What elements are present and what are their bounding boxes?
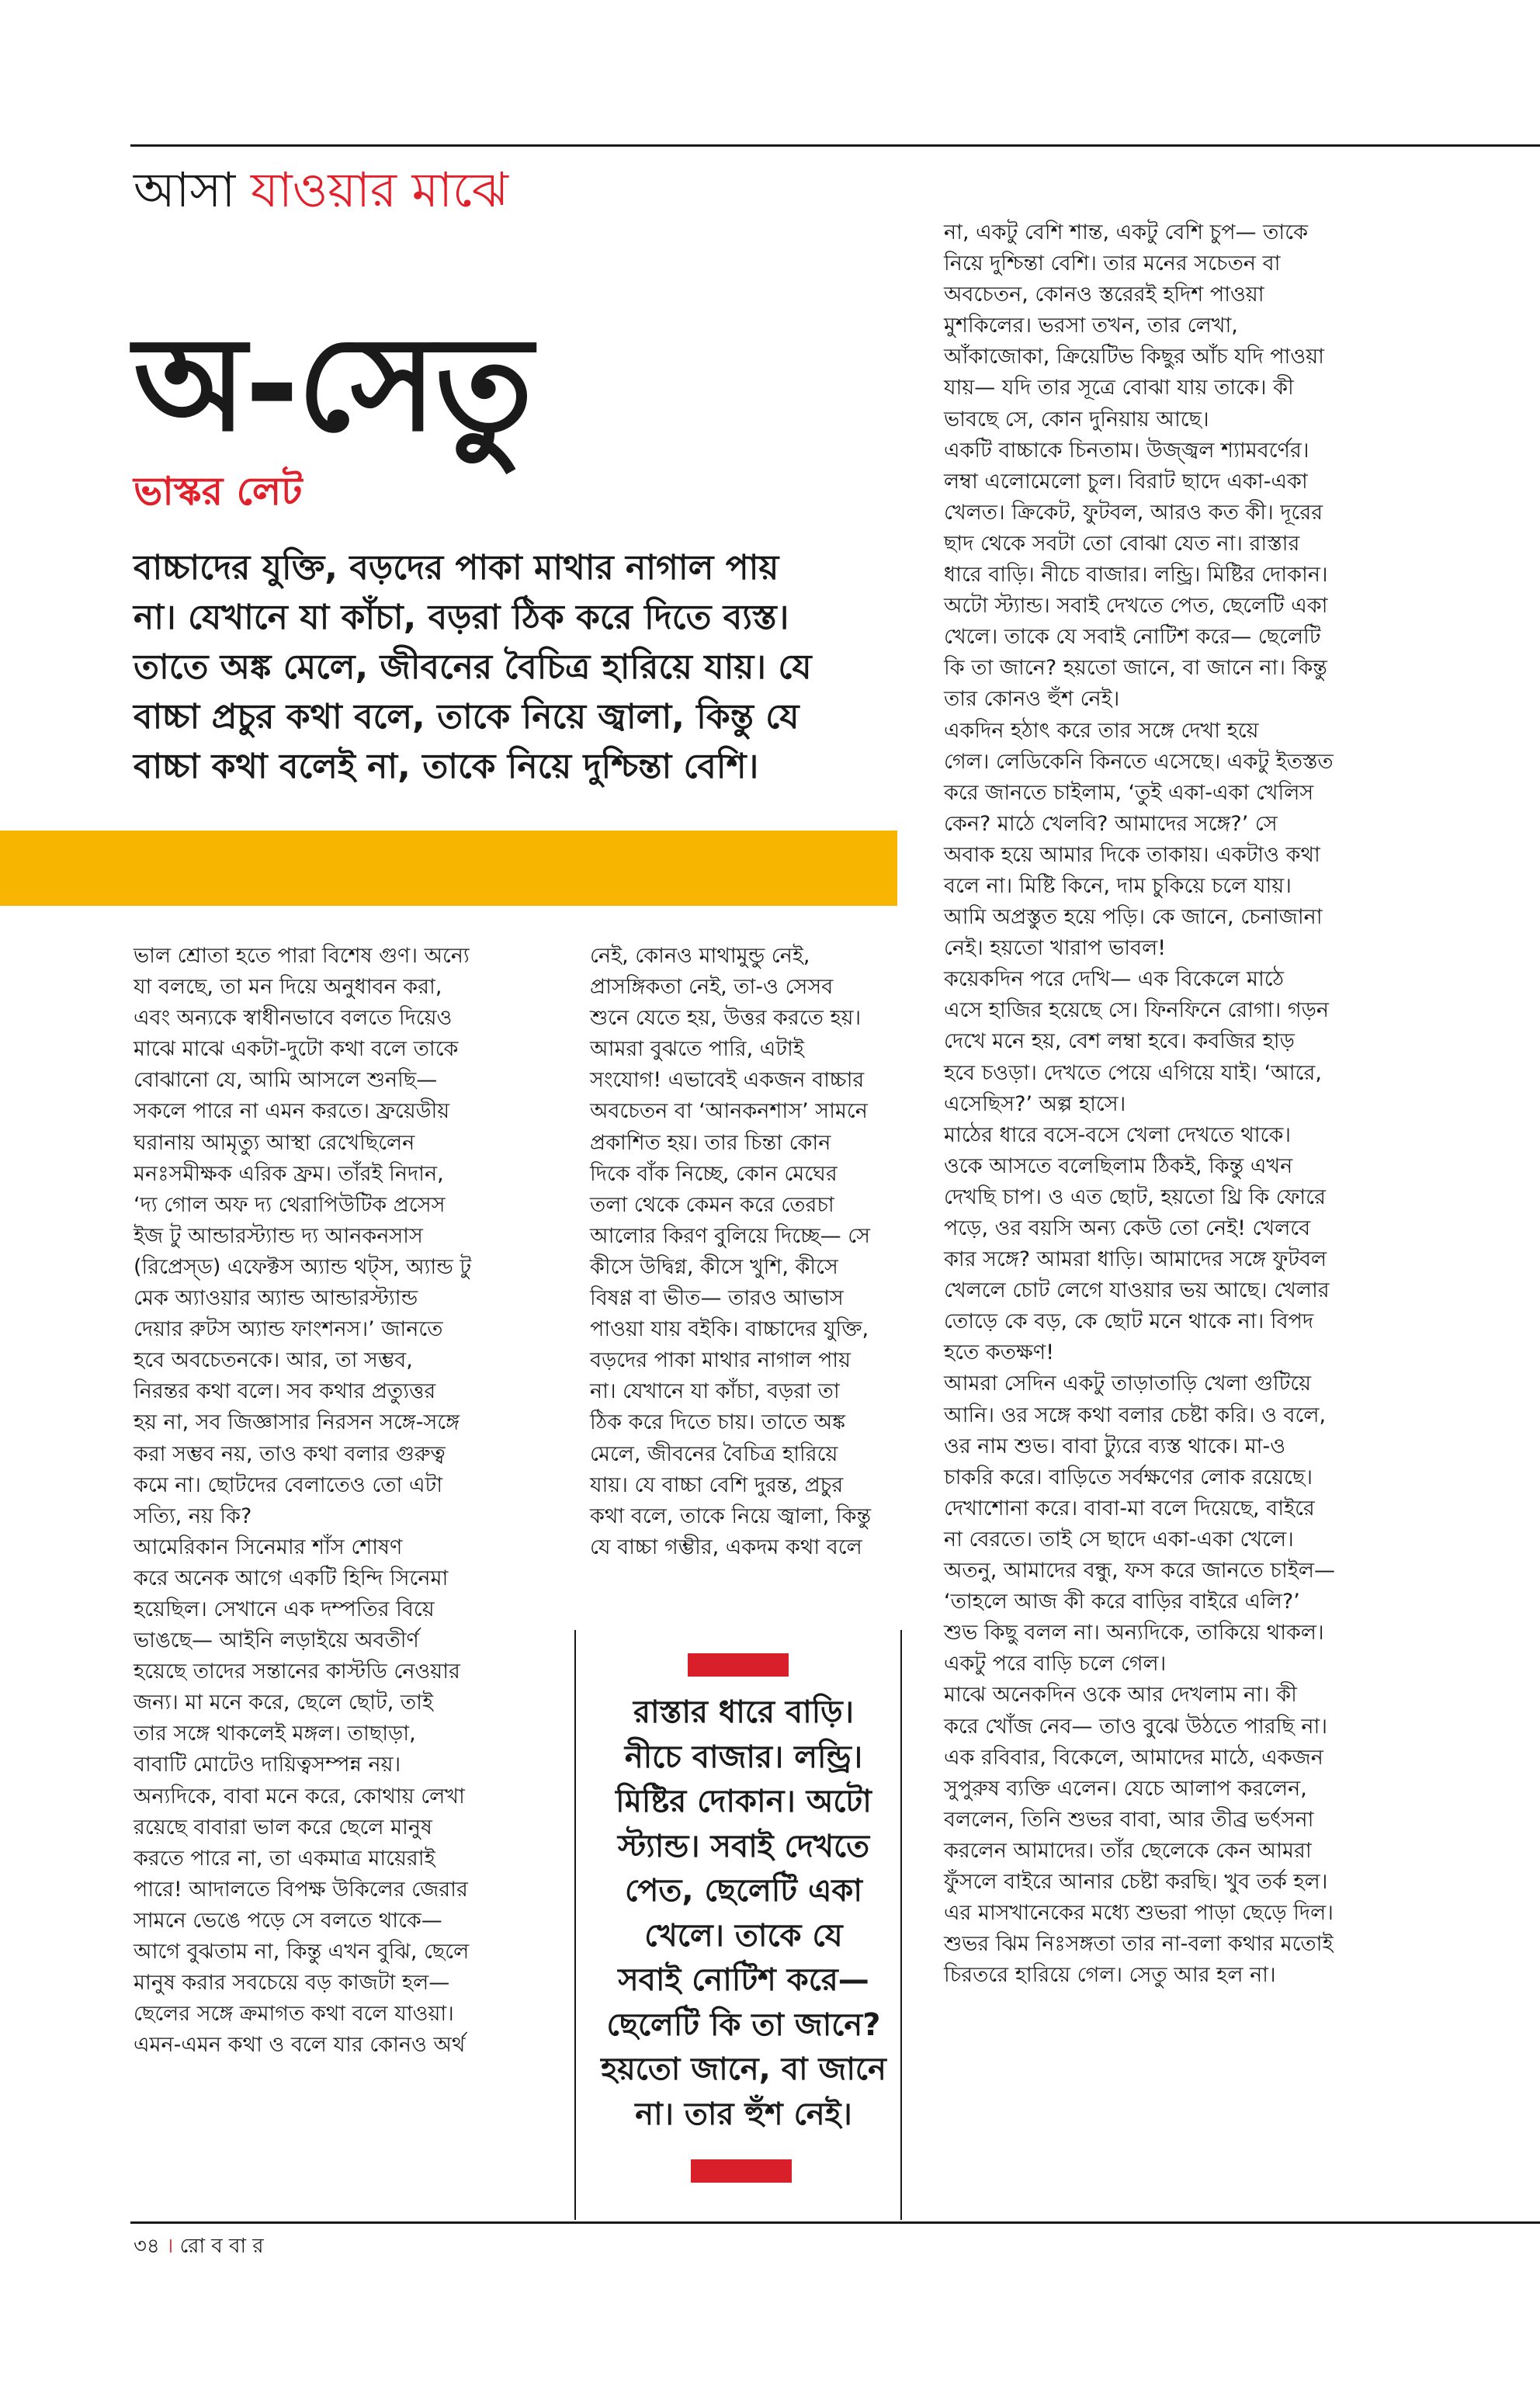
body-text-line: একদিন হঠাৎ করে তার সঙ্গে দেখা হয়ে — [944, 718, 1259, 743]
body-text-line: মাঠের ধারে বসে-বসে খেলা দেখতে থাকে। — [944, 1122, 1292, 1147]
body-text-line: মাঝে অনেকদিন ওকে আর দেখলাম না। কী — [944, 1683, 1297, 1708]
body-text-line: করে অনেক আগে একটি হিন্দি সিনেমা — [134, 1566, 449, 1590]
body-text-line: আমরা বুঝতে পারি, এটাই — [590, 1037, 804, 1062]
body-text-line: খেলত। ক্রিকেট, ফুটবল, আরও কত কী। দূরের — [944, 500, 1323, 525]
body-text-line: ভাল শ্রোতা হতে পারা বিশেষ গুণ। অন্যে — [134, 944, 470, 968]
body-column-2 — [590, 941, 900, 1563]
section-label-part2: যাওয়ার মাঝে — [250, 161, 508, 218]
pullquote-left-rule — [574, 1630, 576, 2220]
intro-line: বাচ্চা কথা বলেই না, তাকে নিয়ে দুশ্চিন্তা বেশি। — [134, 747, 759, 786]
body-text-line: হয়েছিল। সেখানে এক দম্পতির বিয়ে — [134, 1597, 435, 1621]
body-text-line: ছাদ থেকে সবটা তো বোঝা যেত না। রাস্তার — [944, 531, 1300, 556]
body-text-line: হয় না, সব জিজ্ঞাসার নিরসন সঙ্গে-সঙ্গে — [134, 1410, 460, 1435]
body-text-line: আমি অপ্রস্তুত হয়ে পড়ি। কে জানে, চেনাজানা — [944, 905, 1323, 930]
body-text-line: এমন-এমন কথা ও বলে যার কোনও অর্থ — [134, 2033, 466, 2058]
body-text-line: না, একটু বেশি শান্ত, একটু বেশি চুপ— তাকে — [944, 220, 1308, 245]
pullquote-line: ছেলেটি কি তা জানে? — [606, 2006, 881, 2043]
body-text-line: কমে না। ছোটদের বেলাতেও তো এটা — [134, 1472, 443, 1497]
author-byline: ভাস্কর লেট — [134, 469, 303, 514]
body-text-line: ছেলের সঙ্গে ক্রমাগত কথা বলে যাওয়া। — [134, 2002, 454, 2027]
pullquote-line: নীচে বাজার। লন্ড্রি। — [624, 1739, 863, 1775]
intro-standfirst — [134, 543, 910, 792]
body-text-line: হবে চওড়া। দেখতে পেয়ে এগিয়ে যাই। ‘আরে, — [944, 1060, 1322, 1085]
body-text-line: হবে অবচেতনকে। আর, তা সম্ভব, — [134, 1348, 413, 1373]
pullquote-line: মিষ্টির দোকান। অটো — [616, 1784, 872, 1819]
body-text-line: বড়দের পাকা মাথার নাগাল পায় — [590, 1348, 852, 1373]
body-text-line: অটো স্ট্যান্ড। সবাই দেখতে পেত, ছেলেটি একা — [944, 594, 1328, 619]
pullquote-line: খেলে। তাকে যে — [644, 1917, 843, 1954]
body-text-line: দেখাশোনা করে। বাবা-মা বলে দিয়েছে, বাইরে — [944, 1496, 1315, 1521]
body-text-line: তার সঙ্গে থাকলেই মঙ্গল। তাছাড়া, — [134, 1722, 416, 1746]
body-text-line: এসেছিস?’ অল্প হাসে। — [944, 1091, 1126, 1116]
body-text-line: না বেরতে। তাই সে ছাদে একা-একা খেলে। — [944, 1527, 1294, 1552]
body-text-line: পাওয়া যায় বইকি। বাচ্চাদের যুক্তি, — [590, 1317, 869, 1342]
article-headline: অ-সেতু — [134, 308, 532, 460]
body-text-line: লম্বা এলোমেলো চুল। বিরাট ছাদে একা-একা — [944, 469, 1308, 494]
pullquote-line: হয়তো জানে, বা জানে — [601, 2051, 886, 2087]
body-text-line: এক রবিবার, বিকেলে, আমাদের মাঠে, একজন — [944, 1745, 1323, 1770]
body-text-line: হয়েছে তাদের সন্তানের কাস্টডি নেওয়ার — [134, 1659, 460, 1684]
body-text-line: দেখছি চাপ। ও এত ছোট, হয়তো থ্রি কি ফোরে — [944, 1184, 1326, 1209]
intro-line: বাচ্চা প্রচুর কথা বলে, তাকে নিয়ে জ্বালা, কিন্তু যে — [134, 697, 799, 737]
intro-line: না। যেখানে যা কাঁচা, বড়রা ঠিক করে দিতে ব্যস্ত। — [134, 598, 789, 637]
body-text-line: এসে হাজির হয়েছে সে। ফিনফিনে রোগা। গড়ন — [944, 998, 1329, 1023]
body-text-line: জন্য। মা মনে করে, ছেলে ছোট, তাই — [134, 1691, 434, 1715]
body-text-line: প্রকাশিত হয়। তার চিন্তা কোন — [590, 1130, 831, 1155]
body-text-line: একটু পরে বাড়ি চলে গেল। — [944, 1652, 1167, 1677]
body-text-line: সংযোগ! এভাবেই একজন বাচ্চার — [590, 1068, 865, 1093]
body-text-line: মাঝে মাঝে একটা-দুটো কথা বলে তাকে — [134, 1037, 459, 1062]
body-text-line: দিকে বাঁক নিচ্ছে, কোন মেঘের — [590, 1161, 838, 1186]
yellow-accent-band — [0, 831, 897, 906]
body-text-line: সত্যি, নয় কি? — [134, 1503, 252, 1528]
body-text-line: করলেন আমাদের। তাঁর ছেলেকে কেন আমরা — [944, 1838, 1312, 1863]
body-text-line: মেক অ্যাওয়ার অ্যান্ড আন্ডারস্ট্যান্ড — [134, 1286, 418, 1311]
body-text-line: ভাবছে সে, কোন দুনিয়ায় আছে। — [944, 407, 1209, 432]
body-text-line: আনি। ওর সঙ্গে কথা বলার চেষ্টা করি। ও বলে, — [944, 1403, 1327, 1427]
body-text-line: আমরা সেদিন একটু তাড়াতাড়ি খেলা গুটিয়ে — [944, 1372, 1312, 1396]
body-text-line: অবচেতন, কোনও স্তরেরই হদিশ পাওয়া — [944, 283, 1264, 307]
body-text-line: চাকরি করে। বাড়িতে সর্বক্ষণের লোক রয়েছে। — [944, 1465, 1313, 1490]
body-text-line: তোড়ে কে বড়, কে ছোট মনে থাকে না। বিপদ — [944, 1309, 1314, 1334]
body-text-line: মুশকিলের। ভরসা তখন, তার লেখা, — [944, 314, 1238, 338]
pullquote-bottom-bar — [691, 2159, 792, 2183]
body-text-line: রয়েছে বাবারা ভাল করে ছেলে মানুষ — [134, 1815, 432, 1840]
body-text-line: করে খোঁজ নেব— তাও বুঝে উঠতে পারছি না। — [944, 1714, 1327, 1739]
body-text-line: এবং অন্যকে স্বাধীনভাবে বলতে দিয়েও — [134, 1006, 453, 1031]
body-text-line: মেলে, জীবনের বৈচিত্র হারিয়ে — [590, 1441, 838, 1466]
body-text-line: বলে না। মিষ্টি কিনে, দাম চুকিয়ে চলে যায়। — [944, 873, 1292, 898]
pullquote-right-rule — [900, 1630, 902, 2220]
body-text-line: কি তা জানে? হয়তো জানে, বা জানে না। কিন্তু — [944, 656, 1327, 681]
body-text-line: ‘দ্য গোল অফ দ্য থেরাপিউটিক প্রসেস — [134, 1192, 446, 1217]
body-text-line: যায়। যে বাচ্চা বেশি দুরন্ত, প্রচুর — [590, 1472, 844, 1497]
body-text-line: আঁকাজোকা, ক্রিয়েটিভ কিছুর আঁচ যদি পাওয়া — [944, 345, 1324, 369]
body-text-line: সামনে ভেঙে পড়ে সে বলতে থাকে— — [134, 1908, 442, 1933]
body-text-line: যা বলছে, তা মন দিয়ে অনুধাবন করা, — [134, 975, 442, 1000]
body-text-line: তার কোনও হুঁশ নেই। — [944, 687, 1120, 712]
body-text-line: অতনু, আমাদের বন্ধু, ফস করে জানতে চাইল— — [944, 1559, 1335, 1583]
body-text-line: মনঃসমীক্ষক এরিক ফ্রম। তাঁরই নিদান, — [134, 1161, 444, 1186]
body-text-line: খেললে চোট লেগে যাওয়ার ভয় আছে। খেলার — [944, 1278, 1330, 1303]
body-text-line: আগে বুঝতাম না, কিন্তু এখন বুঝি, ছেলে — [134, 1940, 470, 1964]
body-text-line: তলা থেকে কেমন করে তেরচা — [590, 1192, 834, 1217]
body-text-line: নিরন্তর কথা বলে। সব কথার প্রত্যুত্তর — [134, 1379, 436, 1404]
body-text-line: অবাক হয়ে আমার দিকে তাকায়। একটাও কথা — [944, 842, 1320, 867]
body-text-line: ভাঙছে— আইনি লড়াইয়ে অবতীর্ণ — [134, 1628, 419, 1653]
body-text-line: কীসে উদ্বিগ্ন, কীসে খুশি, কীসে — [590, 1254, 838, 1279]
body-text-line: আলোর কিরণ বুলিয়ে দিচ্ছে— সে — [590, 1223, 870, 1248]
body-text-line: নেই, কোনও মাথামুন্ডু নেই, — [590, 944, 810, 968]
pullquote-line: রাস্তার ধারে বাড়ি। — [633, 1694, 855, 1730]
body-text-line: গেল। লেডিকেনি কিনতে এসেছে। একটু ইতস্তত — [944, 749, 1334, 774]
body-text-line: দেয়ার রুটস অ্যান্ড ফাংশনস।’ জানতে — [134, 1317, 443, 1342]
body-text-line: নিয়ে দুশ্চিন্তা বেশি। তার মনের সচেতন বা — [944, 251, 1281, 276]
pullquote-line: স্ট্যান্ড। সবাই দেখতে — [617, 1828, 870, 1864]
body-text-line: ইজ টু আন্ডারস্ট্যান্ড দ্য আনকনসাস — [134, 1223, 423, 1248]
body-column-1 — [134, 941, 568, 2061]
body-text-line: ঘরানায় আমৃত্যু আস্থা রেখেছিলেন — [134, 1130, 415, 1155]
top-rule — [130, 144, 1540, 147]
body-text-line: শুভ কিছু বলল না। অন্যদিকে, তাকিয়ে থাকল। — [944, 1621, 1324, 1646]
body-text-line: ওর নাম শুভ। বাবা ট্যুরে ব্যস্ত থাকে। মা-ও — [944, 1434, 1286, 1458]
body-text-line: ‘তাহলে আজ কী করে বাড়ির বাইরে এলি?’ — [944, 1590, 1300, 1614]
pullquote-line: না। তার হুঁশ নেই। — [635, 2096, 852, 2132]
body-text-line: কয়েকদিন পরে দেখি— এক বিকেলে মাঠে — [944, 967, 1285, 992]
body-text-line: যায়— যদি তার সূত্রে বোঝা যায় তাকে। কী — [944, 376, 1294, 401]
pullquote — [596, 1691, 891, 2137]
bottom-rule — [130, 2221, 1540, 2224]
intro-line: তাতে অঙ্ক মেলে, জীবনের বৈচিত্র হারিয়ে যায়। যে — [134, 647, 812, 687]
body-text-line: কেন? মাঠে খেলবি? আমাদের সঙ্গে?’ সে — [944, 811, 1278, 836]
body-text-line: শুনে যেতে হয়, উত্তর করতে হয়। — [590, 1006, 862, 1031]
body-text-line: ধারে বাড়ি। নীচে বাজার। লন্ড্রি। মিষ্টির দোকান। — [944, 563, 1328, 588]
body-text-line: যে বাচ্চা গম্ভীর, একদম কথা বলে — [590, 1535, 862, 1559]
page-number: ৩৪ — [134, 2235, 160, 2258]
body-text-line: খেলে। তাকে যে সবাই নোটিশ করে— ছেলেটি — [944, 625, 1321, 650]
body-text-line: কার সঙ্গে? আমরা ধাড়ি। আমাদের সঙ্গে ফুটবল — [944, 1247, 1327, 1272]
body-text-line: বোঝানো যে, আমি আসলে শুনছি— — [134, 1068, 438, 1093]
body-text-line: বললেন, তিনি শুভর বাবা, আর তীব্র ভর্ৎসনা — [944, 1807, 1314, 1832]
body-text-line: (রিপ্রেস্‌ড) এফেক্টস অ্যান্ড থট্‌স, অ্যান্ড টু — [134, 1254, 472, 1279]
footer-separator: । — [166, 2235, 174, 2258]
body-text-line: বিষণ্ণ বা ভীত— তারও আভাস — [590, 1286, 844, 1311]
body-text-line: নেই। হয়তো খারাপ ভাবল! — [944, 936, 1167, 961]
body-text-line: না। যেখানে যা কাঁচা, বড়রা তা — [590, 1379, 840, 1404]
body-text-line: করে জানতে চাইলাম, ‘তুই একা-একা খেলিস — [944, 780, 1314, 805]
section-label-part1: আসা — [134, 161, 236, 218]
magazine-name: রো ব বা র — [179, 2235, 264, 2258]
body-text-line: ঠিক করে দিতে চায়। তাতে অঙ্ক — [590, 1410, 845, 1435]
body-text-line: এর মাসখানেকের মধ্যে শুভরা পাড়া ছেড়ে দিল। — [944, 1901, 1334, 1926]
body-text-line: অবচেতন বা ‘আনকনশাস’ সামনে — [590, 1099, 868, 1124]
body-text-line: ওকে আসতে বলেছিলাম ঠিকই, কিন্তু এখন — [944, 1153, 1293, 1178]
body-text-line: দেখে মনে হয়, বেশ লম্বা হবে। কবজির হাড় — [944, 1029, 1295, 1054]
body-text-line: চিরতরে হারিয়ে গেল। সেতু আর হল না। — [944, 1963, 1276, 1988]
body-text-line: শুভর ঝিম নিঃসঙ্গতা তার না-বলা কথার মতোই — [944, 1932, 1334, 1957]
body-column-3 — [944, 217, 1425, 1991]
body-text-line: পারে! আদালতে বিপক্ষ উকিলের জেরার — [134, 1877, 468, 1902]
intro-line: বাচ্চাদের যুক্তি, বড়দের পাকা মাথার নাগাল পায় — [134, 548, 779, 588]
body-text-line: প্রাসঙ্গিকতা নেই, তা-ও সেসব — [590, 975, 834, 1000]
body-text-line: অন্যদিকে, বাবা মনে করে, কোথায় লেখা — [134, 1784, 465, 1809]
body-text-line: সুপুরুষ ব্যক্তি এলেন। যেচে আলাপ করলেন, — [944, 1776, 1307, 1801]
body-text-line: একটি বাচ্চাকে চিনতাম। উজ্জ্বল শ্যামবর্ণের। — [944, 438, 1309, 463]
pullquote-line: সবাই নোটিশ করে— — [618, 1962, 869, 1998]
section-label — [134, 159, 508, 221]
body-text-line: ফুঁসলে বাইরে আনার চেষ্টা করছি। খুব তর্ক হল। — [944, 1869, 1328, 1894]
body-text-line: করা সম্ভব নয়, তাও কথা বলার গুরুত্ব — [134, 1441, 446, 1466]
body-text-line: কথা বলে, তাকে নিয়ে জ্বালা, কিন্তু — [590, 1503, 872, 1528]
body-text-line: পড়ে, ওর বয়সি অন্য কেউ তো নেই! খেলবে — [944, 1216, 1311, 1240]
body-text-line: সকলে পারে না এমন করতে। ফ্রয়েডীয় — [134, 1099, 450, 1124]
page-footer — [134, 2232, 264, 2260]
body-text-line: হতে কতক্ষণ! — [944, 1340, 1055, 1365]
pullquote-line: পেত, ছেলেটি একা — [624, 1873, 863, 1909]
body-text-line: মানুষ করার সবচেয়ে বড় কাজটা হল— — [134, 1971, 450, 1996]
pullquote-top-bar — [688, 1653, 789, 1677]
body-text-line: আমেরিকান সিনেমার শাঁস শোষণ — [134, 1535, 403, 1559]
body-text-line: করতে পারে না, তা একমাত্র মায়েরাই — [134, 1846, 435, 1871]
body-text-line: বাবাটি মোটেও দায়িত্বসম্পন্ন নয়। — [134, 1753, 401, 1777]
